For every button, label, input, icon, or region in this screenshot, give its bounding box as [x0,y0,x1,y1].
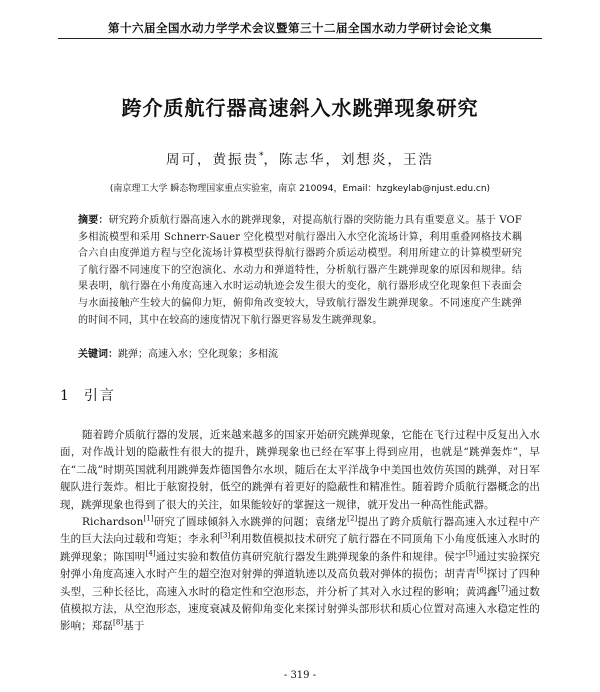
paragraph-text-run: 通过实验探究射弹小角度高速入水时产生的超空泡对射弹的弹道轨迹以及高负载对弹体的损伤；胡青青 [60,550,540,581]
paragraph-text-run: 通过实验和数值仿真研究航行器发生跳弹现象的条件和规律。侯宇 [155,550,466,563]
authors-part-1: 周可，黄振贵 [166,152,259,168]
paragraph-text-run: Richardson [82,516,144,529]
paragraph-text-run: 探讨了四种头型，三种长径比，高速入水时的稳定性和空泡形态，并分析了其对入水过程的影响；黄鸿鑫 [60,568,540,598]
paragraph-text-run: 提出了跨介质航行器高速入水过程中产生的巨大法向过载和弯矩；李永利 [60,516,540,546]
paragraph-text-run: 基于 [123,620,145,633]
citation-ref: [2] [347,514,358,523]
keywords-text: 跳弹；高速入水；空化现象；多相流 [118,349,278,360]
abstract [78,213,522,329]
body-paragraph-1: 随着跨介质航行器的发展，近来越来越多的国家开始研究跳弹现象，它能在飞行过程中反复出入水面，对作战计划的隐蔽性有很大的提升，跳弹现象也已经在军事上得到应用，也就是“跳弹轰炸”，早在“二战”时期英国就利用跳弹轰炸德国鲁尔水坝，随后在太平洋战争中美国也效仿英国的跳弹，对日军舰队进行轰炸。相比于舷窗投射，低空的跳弹有着更好的隐蔽性和精准性。随着跨介质航行器概念的出现，跳弹现象也得到了很大的关注，如果能较好的掌握这一规律，就开发出一种高性能武器。 [60,429,540,511]
citation-ref: [4] [145,549,156,558]
abstract-text: 研究跨介质航行器高速入水的跳弹现象，对提高航行器的突防能力具有重要意义。基于 VOF 多相流模型和采用 Schnerr-Sauer 空化模型对航行器出入水空化流场计算，利用重叠网格技术耦合六自由度弹道方程与空化流场计算模型获得航行器跨介质运动模型。利用所建立的计算模型研究了航行器不同速度下的空泡演化、水动力和弹道特性，分析航行器产生跳弹现象的原因和规律。结果表明，航行器在小角度高速入水时运动轨迹会发生很大的变化，航行器形成空化现象但下表面会与水面接触产生较大的偏仰力矩，俯仰角改变较大，导致航行器发生跳弹现象。不同速度产生跳弹的时间不同，其中在较高的速度情况下航行器更容易发生跳弹现象。 [78,215,522,326]
section-number: 1 [60,388,71,404]
abstract-label: 摘要： [78,215,109,226]
paragraph-text-run: 通过数值模拟方法，从空泡形态，速度衰减及俯仰角变化来探讨射弹头部形状和质心位置对高速入水稳定性的影响；郑磊 [60,585,540,633]
body-text [60,427,540,636]
citation-ref: [3] [220,531,231,540]
paragraph-text-run: 利用数值模拟技术研究了航行器在不同顶角下小角度低速入水时的跳弹现象；陈国明 [60,533,540,563]
author-list [60,148,540,168]
citation-ref: [1] [143,514,154,523]
running-header: 第十六届全国水动力学学术会议暨第三十二届全国水动力学研讨会论文集 [108,21,492,35]
section-title: 引言 [83,388,116,404]
section-heading [60,385,116,405]
authors-part-2: ，陈志华，刘想炎，王浩 [263,152,434,168]
body-paragraph-2 [60,514,540,636]
page-number: - 319 - [283,670,317,681]
affiliation: (南京理工大学 瞬态物理国家重点实验室，南京 210094，Email：hzgkeylab@njust.edu.cn) [109,184,491,194]
keywords-label: 关键词： [78,349,118,360]
paper-title: 跨介质航行器高速斜入水跳弹现象研究 [121,96,479,120]
citation-ref: [7] [497,584,508,593]
header-rule [58,38,542,39]
citation-ref: [8] [113,618,124,627]
keywords [78,347,522,362]
paragraph-text-run: 研究了圆球倾斜入水跳弹的问题；袁绪龙 [153,516,348,529]
citation-ref: [5] [465,549,476,558]
corresponding-author-mark: * [259,151,264,162]
citation-ref: [6] [476,566,487,575]
